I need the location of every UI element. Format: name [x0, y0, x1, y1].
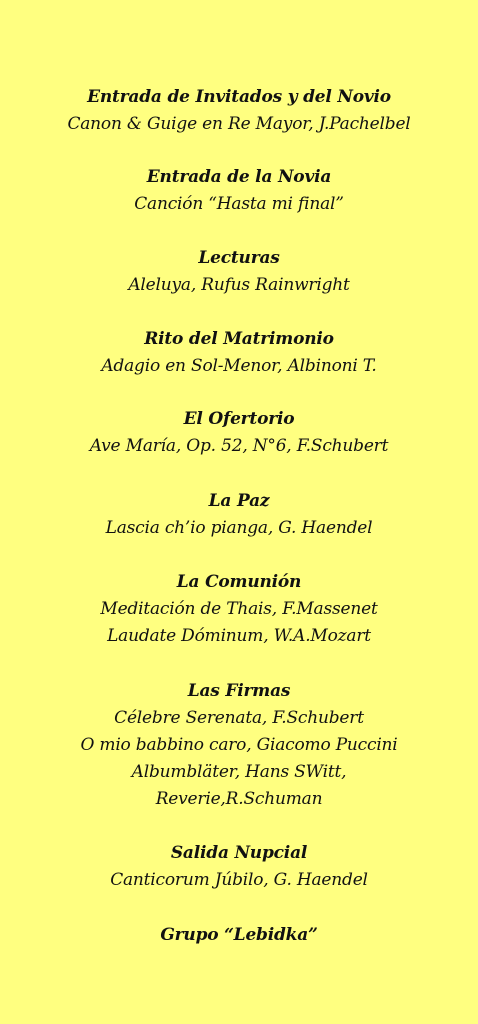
section-entrada-novia — [0, 164, 478, 218]
piece-line: Ave María, Op. 52, N°6, F.Schubert — [89, 436, 389, 456]
piece-line: Aleluya, Rufus Rainwright — [128, 275, 350, 295]
section-lecturas — [0, 245, 478, 299]
piece-line: Meditación de Thais, F.Massenet — [100, 599, 378, 619]
section-heading: La Paz — [208, 491, 270, 511]
section-paz — [0, 488, 478, 542]
piece-line: Canción “Hasta mi final” — [134, 194, 344, 214]
section-heading: Entrada de la Novia — [146, 167, 332, 187]
piece-line: O mio babbino caro, Giacomo Puccini — [80, 735, 398, 755]
piece-line: Laudate Dóminum, W.A.Mozart — [107, 626, 371, 646]
section-firmas — [0, 678, 478, 813]
section-heading: Entrada de Invitados y del Novio — [87, 87, 391, 107]
section-comunion — [0, 569, 478, 650]
piece-line: Canticorum Júbilo, G. Haendel — [110, 870, 368, 890]
section-heading: Las Firmas — [187, 681, 291, 701]
ensemble-credit: Grupo “Lebidka” — [160, 925, 318, 945]
section-heading: La Comunión — [176, 572, 302, 592]
section-heading: Rito del Matrimonio — [144, 329, 334, 349]
piece-line: Célebre Serenata, F.Schubert — [114, 708, 364, 728]
section-entrada-invitados — [0, 84, 478, 138]
section-heading: Lecturas — [198, 248, 280, 268]
section-ofertorio — [0, 406, 478, 460]
piece-line: Albumbläter, Hans SWitt, — [131, 762, 347, 782]
section-rito-matrimonio — [0, 326, 478, 380]
piece-line: Lascia ch’io pianga, G. Haendel — [105, 518, 373, 538]
section-heading: Salida Nupcial — [170, 843, 308, 863]
piece-line: Adagio en Sol-Menor, Albinoni T. — [101, 356, 377, 376]
section-salida-nupcial — [0, 840, 478, 894]
section-heading: El Ofertorio — [183, 409, 295, 429]
piece-line: Reverie,R.Schuman — [155, 789, 323, 809]
piece-line: Canon & Guige en Re Mayor, J.Pachelbel — [67, 114, 411, 134]
